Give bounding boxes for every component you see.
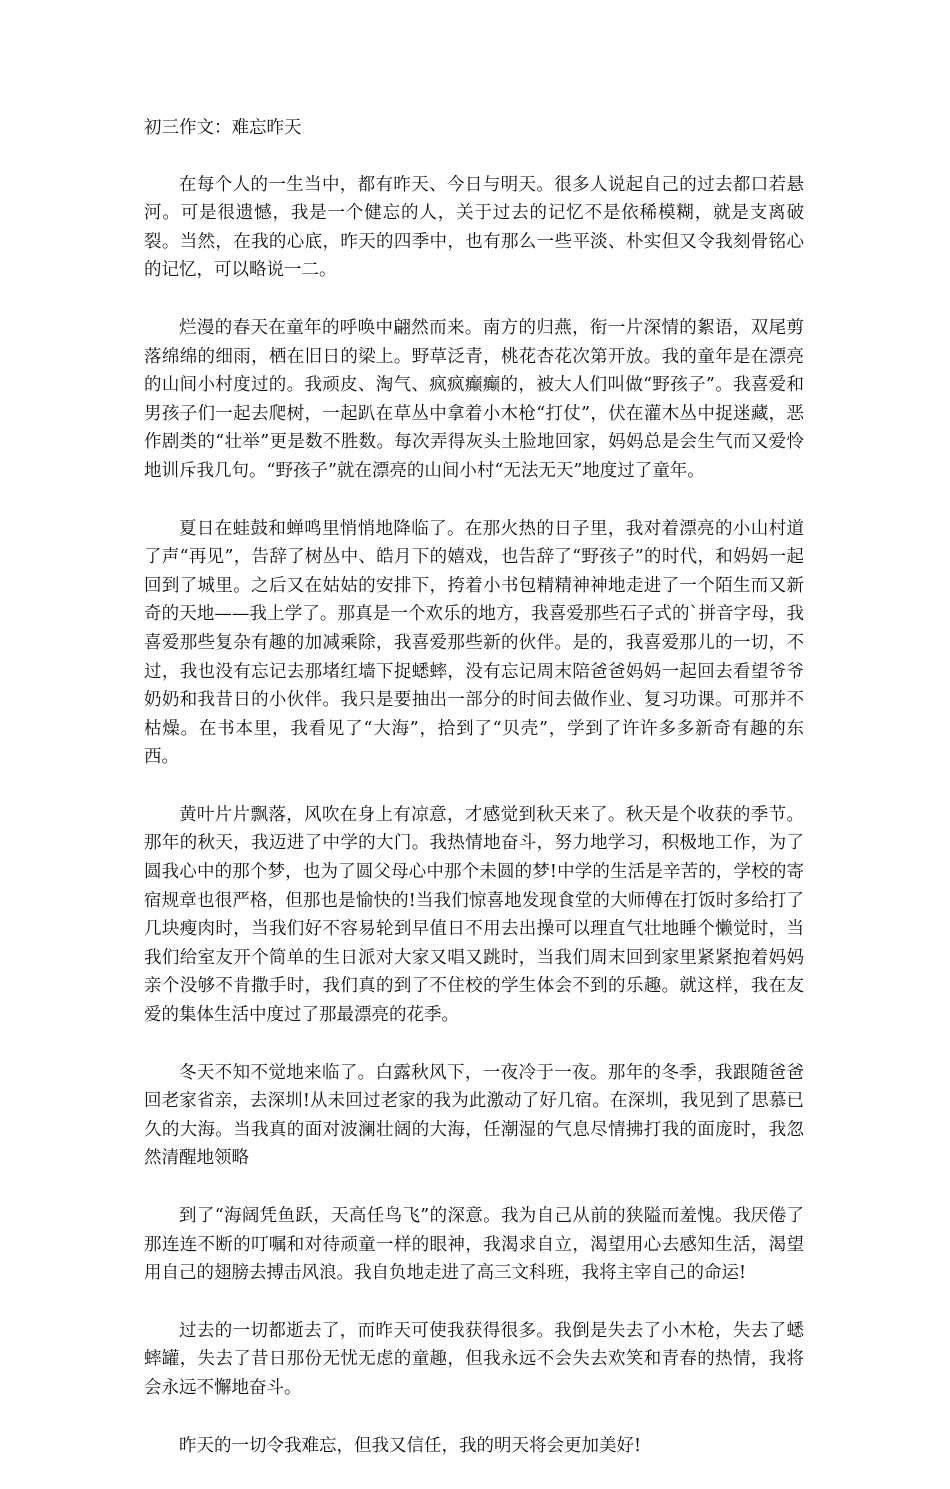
paragraph-6: 到了“海阔凭鱼跃，天高任鸟飞”的深意。我为自己从前的狭隘而羞愧。我厌倦了那连连不断的叮嘱和对待顽童一样的眼神，我渴求自立，渴望用心去感知生活，渴望用自己的翅膀去搏击风浪。我自负地走进了高三文科班，我将主宰自己的命运!: [144, 1206, 804, 1284]
paragraph-8: 昨天的一切令我难忘，但我又信任，我的明天将会更加美好!: [179, 1435, 642, 1456]
essay-body: [144, 114, 804, 1489]
essay-title: 初三作文：难忘昨天: [144, 118, 302, 138]
paragraph-7: 过去的一切都逝去了，而昨天可使我获得很多。我倒是失去了小木枪，失去了蟋蟀罐，失去了昔日那份无忧无虑的童趣，但我永远不会失去欢笑和青春的热情，我将会永远不懈地奋斗。: [144, 1320, 804, 1398]
paragraph-3: 夏日在蛙鼓和蝉鸣里悄悄地降临了。在那火热的日子里，我对着漂亮的小山村道了声“再见”，告辞了树丛中、皓月下的嬉戏，也告辞了“野孩子”的时代，和妈妈一起回到了城里。之后又在姑姑的安排下，挎着小书包精精神神地走进了一个陌生而又新奇的天地——我上学了。那真是一个欢乐的地方，我喜爱那些石子式的`拼音字母，我喜爱那些复杂有趣的加减乘除，我喜爱那些新的伙伴。是的，我喜爱那儿的一切，不过，我也没有忘记去那堵红墙下捉蟋蟀，没有忘记周末陪爸爸妈妈一起回去看望爷爷奶奶和我昔日的小伙伴。我只是要抽出一部分的时间去做作业、复习功课。可那并不枯燥。在书本里，我看见了“大海”，拾到了“贝壳”，学到了许许多多新奇有趣的东西。: [144, 518, 804, 768]
paragraph-4: 黄叶片片飘落，风吹在身上有凉意，才感觉到秋天来了。秋天是个收获的季节。那年的秋天，我迈进了中学的大门。我热情地奋斗，努力地学习，积极地工作，为了圆我心中的那个梦，也为了圆父母心中那个未圆的梦!中学的生活是辛苦的，学校的寄宿规章也很严格，但那也是愉快的!当我们惊喜地发现食堂的大师傅在打饭时多给打了几块瘦肉时，当我们好不容易轮到早值日不用去出操可以理直气壮地睡个懒觉时，当我们给室友开个简单的生日派对大家又唱又跳时，当我们周末回到家里紧紧抱着妈妈亲个没够不肯撒手时，我们真的到了不住校的学生体会不到的乐趣。就这样，我在友爱的集体生活中度过了那最漂亮的花季。: [144, 804, 804, 1026]
paragraph-5: 冬天不知不觉地来临了。白露秋风下，一夜冷于一夜。那年的冬季，我跟随爸爸回老家省亲，去深圳!从未回过老家的我为此激动了好几宿。在深圳，我见到了思慕已久的大海。当我真的面对波澜壮阔的大海，任潮湿的气息尽情拂打我的面庞时，我忽然清醒地领略: [144, 1062, 804, 1169]
paragraph-2: 烂漫的春天在童年的呼唤中翩然而来。南方的归燕，衔一片深情的絮语，双尾剪落绵绵的细雨，栖在旧日的梁上。野草泛青，桃花杏花次第开放。我的童年是在漂亮的山间小村度过的。我顽皮、淘气、疯疯癫癫的，被大人们叫做“野孩子”。我喜爱和男孩子们一起去爬树，一起趴在草丛中拿着小木枪“打仗”，伏在灌木丛中捉迷藏，恶作剧类的“壮举”更是数不胜数。每次弄得灰头土脸地回家，妈妈总是会生气而又爱怜地训斥我几句。“野孩子”就在漂亮的山间小村“无法无天”地度过了童年。: [144, 317, 804, 481]
paragraph-1: 在每个人的一生当中，都有昨天、今日与明天。很多人说起自己的过去都口若悬河。可是很遗憾，我是一个健忘的人，关于过去的记忆不是依稀模糊，就是支离破裂。当然，在我的心底，昨天的四季中，也有那么一些平淡、朴实但又令我刻骨铭心的记忆，可以略说一二。: [144, 174, 804, 281]
